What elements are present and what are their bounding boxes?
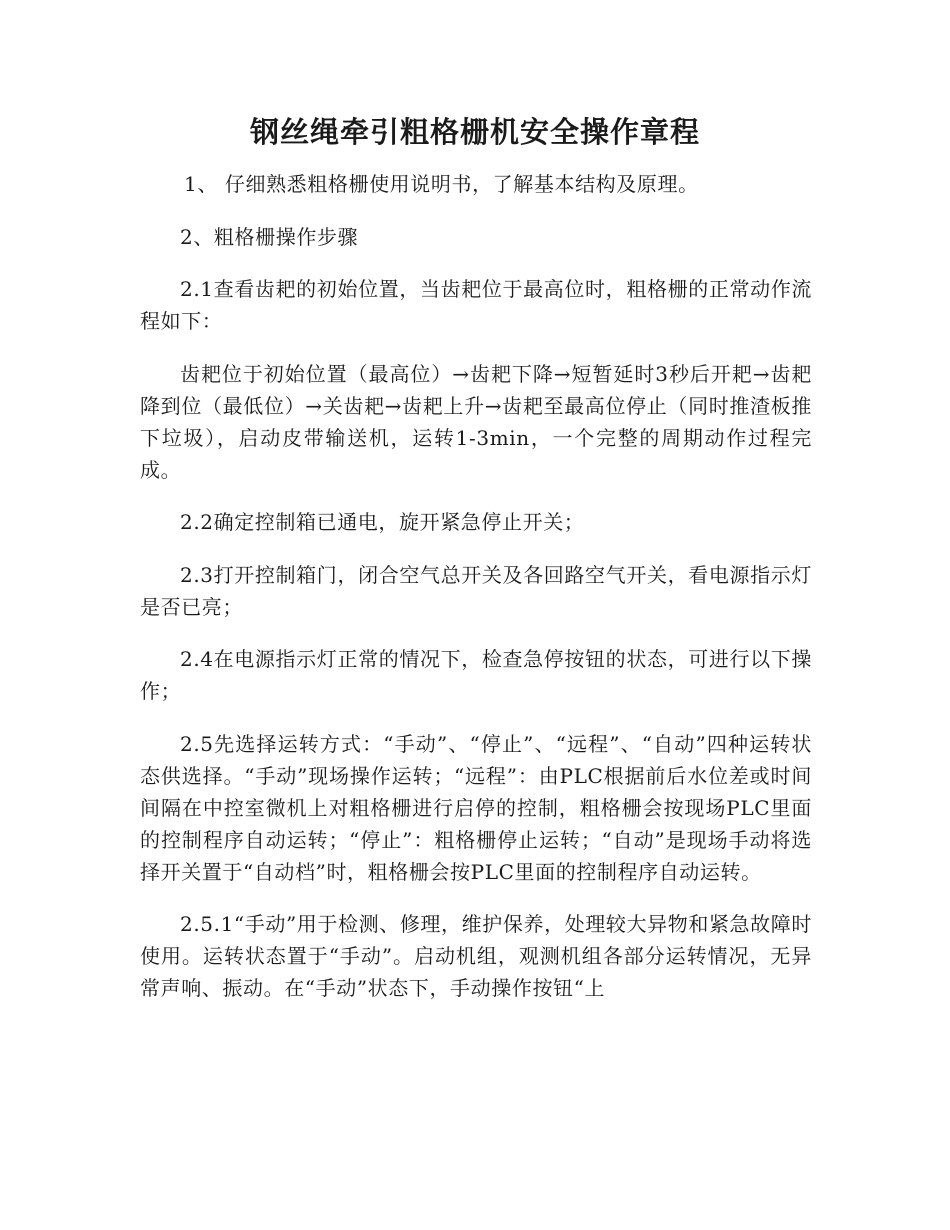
- paragraph-2-3: 2.3打开控制箱门，闭合空气总开关及各回路空气开关，看电源指示灯是否已亮；: [140, 562, 812, 619]
- paragraph-item-2-heading: 2、粗格栅操作步骤: [180, 224, 359, 249]
- paragraph-2-5-1: 2.5.1“手动”用于检测、修理，维护保养，处理较大异物和紧急故障时使用。运转状态置于“手动”。启动机组，观测机组各部分运转情况，无异常声响、振动。在“手动”状态下，手动操作按钮“上: [140, 912, 812, 1000]
- paragraph-2-1: 2.1查看齿耙的初始位置，当齿耙位于最高位时，粗格栅的正常动作流程如下：: [140, 277, 812, 333]
- document-body: [140, 168, 812, 1025]
- paragraph-action-flow: 齿耙位于初始位置（最高位）→齿耙下降→短暂延时3秒后开耙→齿耙降到位（最低位）→关齿耙→齿耙上升→齿耙至最高位停止（同时推渣板推下垃圾），启动皮带输送机，运转1-3min，一个完整的周期动作过程完成。: [140, 361, 812, 482]
- paragraph-item-1: 1、 仔细熟悉粗格栅使用说明书，了解基本结构及原理。: [184, 172, 699, 196]
- paragraph-2-4: 2.4在电源指示灯正常的情况下，检查急停按钮的状态，可进行以下操作；: [140, 647, 812, 703]
- paragraph-2-2: 2.2确定控制箱已通电，旋开紧急停止开关；: [180, 510, 585, 534]
- document-title: 钢丝绳牵引粗格栅机安全操作章程: [249, 115, 700, 149]
- paragraph-2-5: 2.5先选择运转方式：“手动”、“停止”、“远程”、“自动”四种运转状态供选择。“手动”现场操作运转；“远程”：由PLC根据前后水位差或时间间隔在中控室微机上对粗格栅进行启停的控制，粗格栅会按现场PLC里面的控制程序自动运转；“停止”：粗格栅停止运转；“自动”是现场手动将选择开关置于“自动档”时，粗格栅会按PLC里面的控制程序自动运转。: [140, 731, 812, 884]
